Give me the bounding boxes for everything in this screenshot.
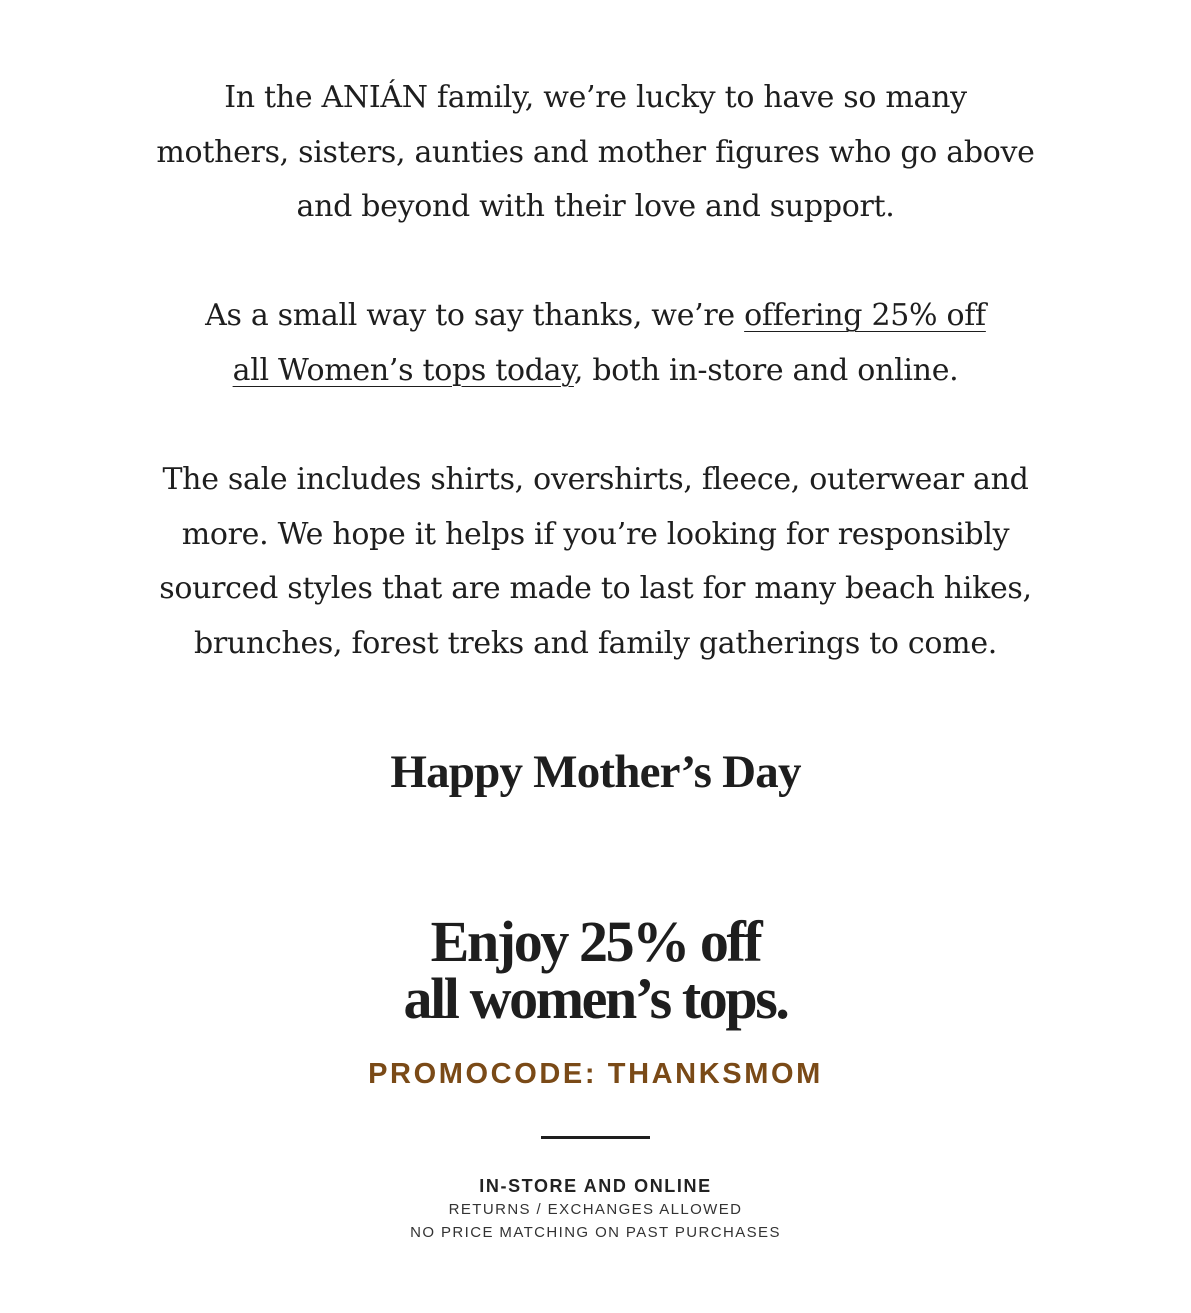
intro-line: In the ANIÁN family, we’re lucky to have so many	[224, 80, 967, 115]
terms-availability: IN-STORE AND ONLINE	[479, 1176, 712, 1196]
headline-line-1: Enjoy 25% off	[430, 909, 761, 974]
sale-paragraph	[100, 453, 1091, 671]
sale-line: more. We hope it helps if you’re looking for responsibly	[181, 516, 1010, 552]
sale-line: sourced styles that are made to last for many beach hikes,	[159, 571, 1032, 606]
offer-paragraph	[100, 289, 1091, 398]
terms-returns: RETURNS / EXCHANGES ALLOWED	[448, 1201, 743, 1218]
greeting-heading: Happy Mother’s Day	[390, 746, 801, 798]
offer-line-1	[100, 289, 1091, 344]
offer-line-2	[100, 344, 1091, 399]
offer-headline	[100, 909, 1091, 1031]
intro-line: mothers, sisters, aunties and mother figures who go above	[156, 134, 1035, 170]
offer-link-part-1[interactable]: offering 25% off	[744, 298, 986, 333]
terms-price-matching: NO PRICE MATCHING ON PAST PURCHASES	[410, 1224, 781, 1241]
sale-line: brunches, forest treks and family gatherings to come.	[193, 625, 998, 661]
intro-line: and beyond with their love and support.	[296, 189, 895, 224]
divider-line	[541, 1136, 650, 1139]
intro-paragraph	[100, 71, 1091, 235]
promo-code: PROMOCODE: THANKSMOM	[368, 1058, 823, 1090]
headline-line-2: all women’s tops.	[403, 966, 788, 1031]
offer-lead-text: As a small way to say thanks, we’re	[205, 298, 745, 333]
offer-link-part-2[interactable]: all Women’s tops today	[232, 352, 574, 388]
offer-trail-text: , both in-store and online.	[573, 352, 959, 388]
sale-line: The sale includes shirts, overshirts, fleece, outerwear and	[162, 462, 1029, 497]
